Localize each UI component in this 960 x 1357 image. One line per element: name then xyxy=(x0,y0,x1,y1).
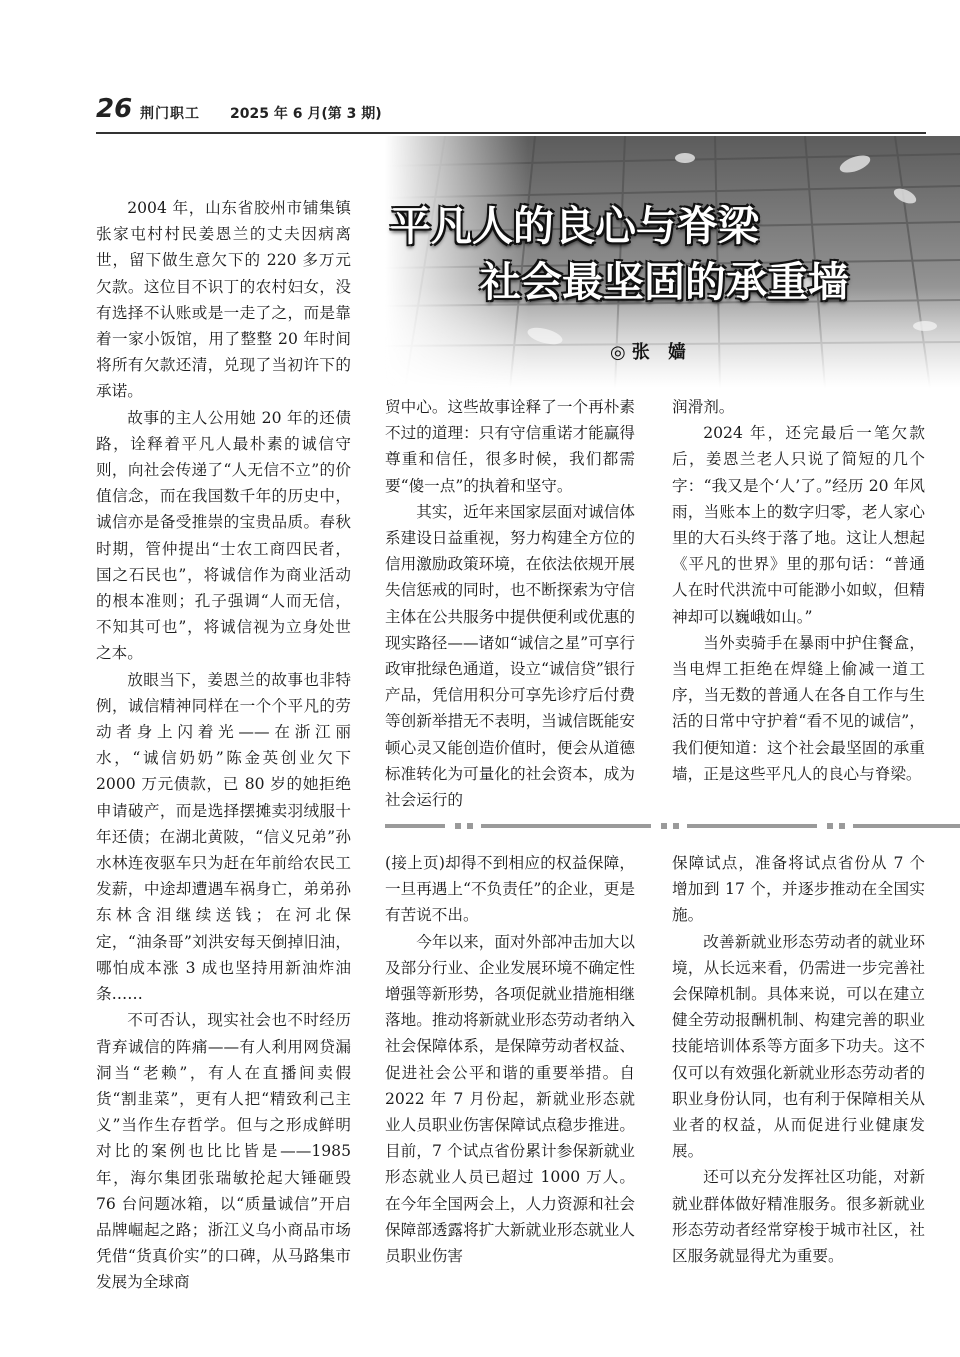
paragraph: 其实，近年来国家层面对诚信体系建设日益重视，努力构建全方位的信用激励政策环境，在依法依规开展失信惩戒的同时，也不断探索为守信主体在公共服务中提供便利或优惠的现实路径——诸如“诚信之星”可享行政审批绿色通道，设立“诚信贷”银行产品，凭信用积分可享先诊疗后付费等创新举措无不表明，当诚信既能安顿心灵又能创造价值时，便会从道德标准转化为可量化的社会资本，成为社会运行的 xyxy=(385,502,635,810)
title-line-2: 社会最坚固的承重墙 xyxy=(480,258,849,306)
paragraph: 当外卖骑手在暴雨中护住餐盒，当电焊工拒绝在焊缝上偷减一道工序，当无数的普通人在各自工作与生活的日常中守护着“看不见的诚信”，我们便知道：这个社会最坚固的承重墙，正是这些平凡人的良心与脊梁。 xyxy=(672,633,925,783)
article-column-3 xyxy=(672,394,925,787)
paragraph: 今年以来，面对外部冲击加大以及部分行业、企业发展环境不确定性增强等新形势，各项促就业措施相继落地。推动将新就业形态劳动者纳入社会保障体系，是保障劳动者权益、促进社会公平和谐的重要举措。自 2022 年 7 月份起，新就业形态就业人员职业伤害保障试点稳步推进。目前，7 个试点省份累计参保新就业形态就业人员已超过 1000 万人。在今年全国两会上，人力资源和社会保障部透露将扩大新就业形态就业人员职业伤害 xyxy=(385,932,635,1266)
paragraph: 放眼当下，姜恩兰的故事也非特例，诚信精神同样在一个个平凡的劳动者身上闪着光——在浙江丽水，“诚信奶奶”陈金英创业欠下 2000 万元债款，已 80 岁的她拒绝申请破产，而是选择摆摊卖羽绒服十年还债；在湖北黄陂，“信义兄弟”孙水林连夜驱车只为赶在年前给农民工发薪，中途却遭遇车祸身亡，弟弟孙东林含泪继续送钱；在河北保定，“油条哥”刘洪安每天倒掉旧油，哪怕成本涨 3 成也坚持用新油炸油条…… xyxy=(96,670,351,1004)
paragraph: 2024 年，还完最后一笔欠款后，姜恩兰老人只说了简短的几个字：“我又是个‘人’了。”经历 20 年风雨，当账本上的数字归零，老人家心里的大石头终于落了地。这让人想起《平凡的世界》里的那句话：“普通人在时代洪流中可能渺小如蚁，但精神却可以巍峨如山。” xyxy=(672,424,925,626)
issue-info: 2025 年 6 月(第 3 期) xyxy=(230,106,382,122)
article-column-1 xyxy=(96,195,351,1296)
magazine-name: 荆门职工 xyxy=(140,106,200,122)
article-column-2 xyxy=(385,394,635,813)
continued-column-3 xyxy=(672,850,925,1269)
paragraph: 润滑剂。 xyxy=(672,398,735,416)
paragraph: 改善新就业形态劳动者的就业环境，从长远来看，仍需进一步完善社会保障机制。具体来说，可以在建立健全劳动报酬机制、构建完善的职业技能培训体系等方面多下功夫。这不仅可以有效强化新就业形态劳动者的职业身份认同，也有利于保障相关从业者的权益，从而促进行业健康发展。 xyxy=(672,932,925,1161)
page-number: 26 xyxy=(96,94,133,124)
paragraph: (接上页)却得不到相应的权益保障，一旦再遇上“不负责任”的企业，更是有苦说不出。 xyxy=(385,854,635,925)
paragraph: 故事的主人公用她 20 年的还债路，诠释着平凡人最朴素的诚信守则，向社会传递了“人无信不立”的价值信念，而在我国数千年的历史中，诚信亦是备受推崇的宝贵品质。春秋时期，管仲提出“士农工商四民者，国之石民也”，将诚信作为商业活动的根本准则；孔子强调“人而无信，不知其可也”，将诚信视为立身处世之本。 xyxy=(96,408,351,663)
paragraph: 2004 年，山东省胶州市铺集镇张家屯村村民姜恩兰的丈夫因病离世，留下做生意欠下的 220 多万元欠款。这位目不识丁的农村妇女，没有选择不认账或是一走了之，而是靠着一家小饭馆，用了整整 20 年时间将所有欠款还清，兑现了当初许下的承诺。 xyxy=(96,199,351,401)
section-divider xyxy=(385,821,960,831)
paragraph: 贸中心。这些故事诠释了一个再朴素不过的道理：只有守信重诺才能赢得尊重和信任，很多时候，我们都需要“傻一点”的执着和坚守。 xyxy=(385,398,635,495)
page-header xyxy=(96,92,926,132)
title-line-1: 平凡人的良心与脊梁 xyxy=(390,202,759,250)
header-rule xyxy=(96,132,926,134)
continued-column-2 xyxy=(385,850,635,1269)
paragraph: 保障试点，准备将试点省份从 7 个增加到 17 个，并逐步推动在全国实施。 xyxy=(672,854,925,925)
article-title xyxy=(390,198,950,310)
paragraph: 不可否认，现实社会也不时经历背弃诚信的阵痛——有人利用网贷漏洞当“老赖”，有人在直播间卖假货“割韭菜”，更有人把“精致利己主义”当作生存哲学。但与之形成鲜明对比的案例也比比皆是——1985 年，海尔集团张瑞敏抡起大锤砸毁 76 台问题冰箱，以“质量诚信”开启品牌崛起之路；浙江义乌小商品市场凭借“货真价实”的口碑，从马路集市发展为全球商 xyxy=(96,1011,351,1292)
paragraph: 还可以充分发挥社区功能，对新就业群体做好精准服务。很多新就业形态劳动者经常穿梭于城市社区，社区服务就显得尤为重要。 xyxy=(672,1168,925,1266)
author-byline: ◎张 嫱 xyxy=(610,342,692,363)
